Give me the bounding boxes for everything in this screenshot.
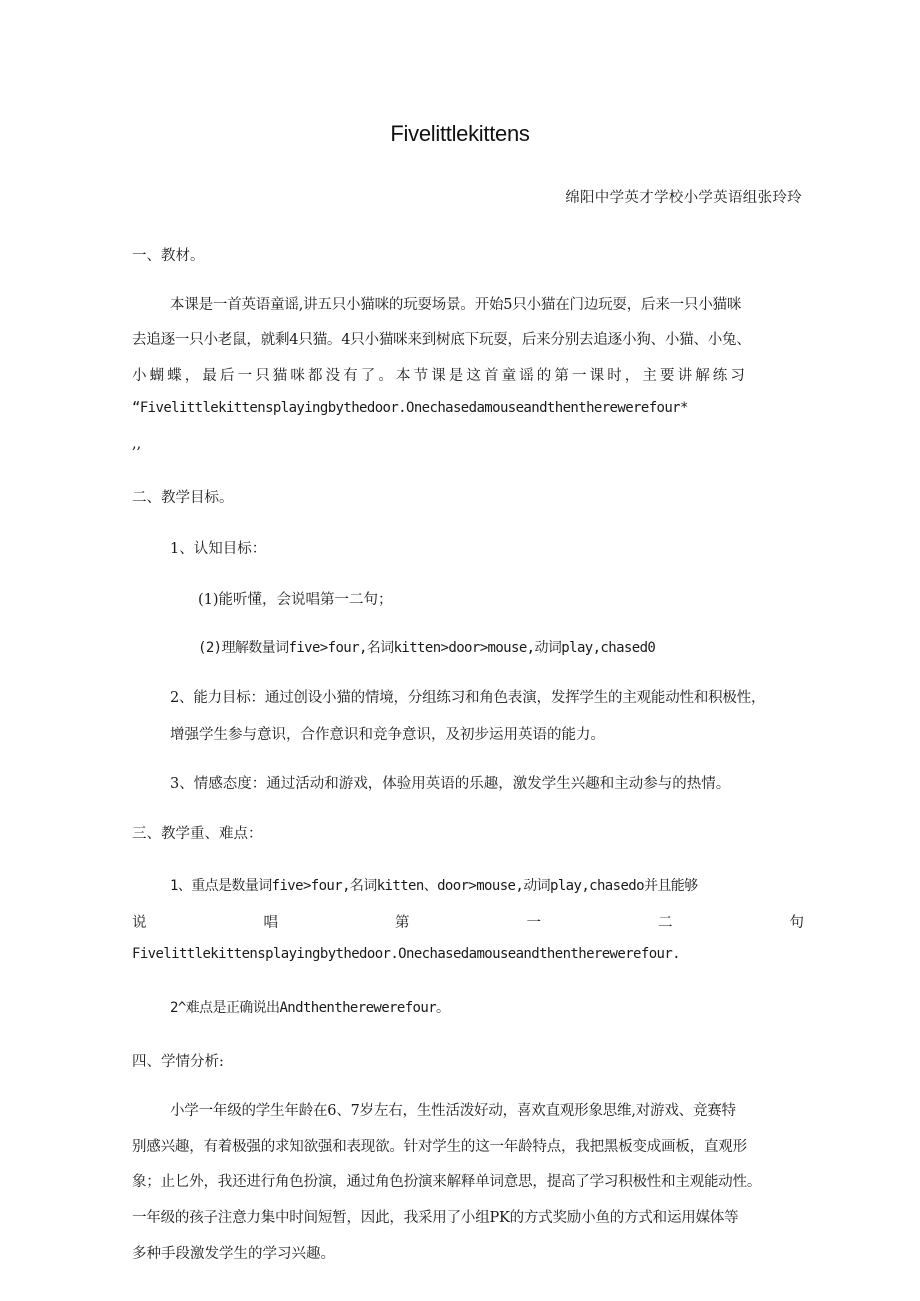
paragraph-line-english: “Fivelittlekittensplayingbythedoor.Onechasedamouseandthentherewerefour* xyxy=(132,400,688,416)
difficulty-point: 2^难点是正确说出Andthentherewerefour。 xyxy=(170,1000,450,1016)
paragraph-line: 小学一年级的学生年龄在6、7岁左右，生性活泼好动，喜欢直观形象思维,对游戏、竞赛特 xyxy=(170,1103,736,1119)
paragraph-line: 小蝴蝶，最后一只猫咪都没有了。本节课是这首童谣的第一课时，主要讲解练习 xyxy=(132,368,748,384)
objective-attitude: 3、情感态度：通过活动和游戏，体验用英语的乐趣，激发学生兴趣和主动参与的热情。 xyxy=(170,776,731,792)
objective-cognitive: 1、认知目标： xyxy=(170,541,267,557)
key-point-line: 说 唱 第 一 二 句 xyxy=(132,915,804,931)
section-heading-materials: 一、教材。 xyxy=(132,248,205,264)
section-heading-key-points: 三、教学重、难点： xyxy=(132,826,263,842)
paragraph-line: 一年级的孩子注意力集中时间短暂，因此，我采用了小组PK的方式奖励小鱼的方式和运用媒体等 xyxy=(132,1210,739,1226)
paragraph-line: 多种手段激发学生的学习兴趣。 xyxy=(132,1246,335,1262)
author-line: 绵阳中学英才学校小学英语组张玲玲 xyxy=(565,190,802,206)
objective-ability-cont: 增强学生参与意识，合作意识和竞争意识，及初步运用英语的能力。 xyxy=(170,727,605,743)
objective-item: (1)能听懂，会说唱第一二句； xyxy=(198,592,393,608)
objective-item: (2)理解数量词five>four,名词kitten>door>mouse,动词play,chased0 xyxy=(198,640,656,656)
section-heading-learner-analysis: 四、学情分析: xyxy=(132,1054,224,1070)
document-title: Fivelittlekittens xyxy=(390,121,530,146)
section-heading-objectives: 二、教学目标。 xyxy=(132,490,234,506)
objective-ability: 2、能力目标：通过创设小猫的情境，分组练习和角色表演，发挥学生的主观能动性和积极性， xyxy=(170,690,766,706)
paragraph-line: ,, xyxy=(132,436,142,452)
paragraph-line: 象；止匕外，我还进行角色扮演，通过角色扮演来解释单词意思，提高了学习积极性和主观能动性。 xyxy=(132,1174,762,1190)
paragraph-line: 去追逐一只小老鼠，就剩4只猫。4只小猫咪来到树底下玩耍，后来分别去追逐小狗、小猫、小兔、 xyxy=(132,332,751,348)
key-point-english: Fivelittlekittensplayingbythedoor.Onechasedamouseandthentherewerefour. xyxy=(132,946,681,962)
paragraph-line: 本课是一首英语童谣,讲五只小猫咪的玩耍场景。开始5只小猫在门边玩耍，后来一只小猫咪 xyxy=(170,297,742,313)
paragraph-line: 别感兴趣，有着极强的求知欲强和表现欲。针对学生的这一年龄特点，我把黑板变成画板，直观形 xyxy=(132,1139,747,1155)
key-point-line: 1、重点是数量词five>four,名词kitten、door>mouse,动词play,chasedo并且能够 xyxy=(170,878,698,894)
